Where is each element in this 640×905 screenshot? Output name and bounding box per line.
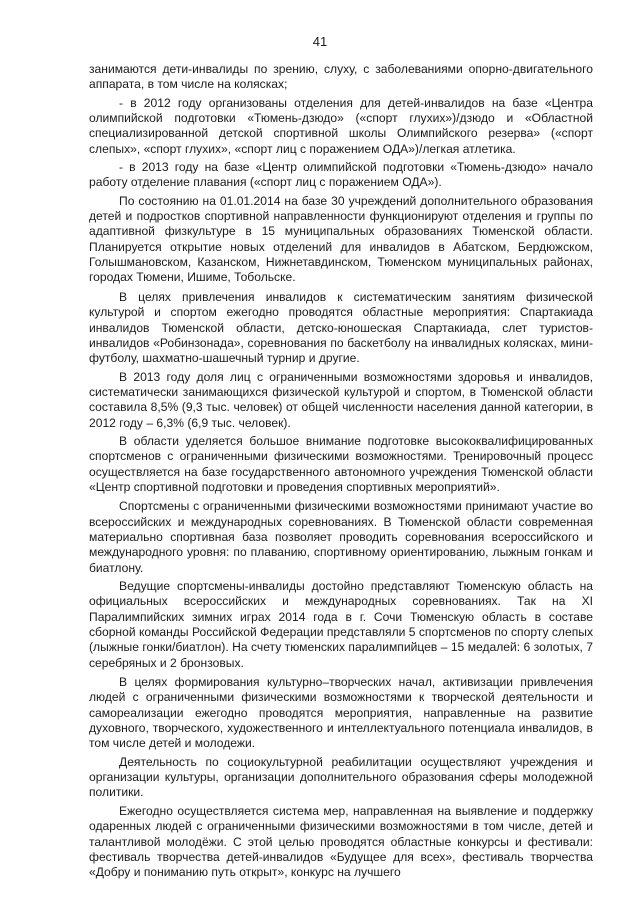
paragraph-2013-swimming: - в 2013 году на базе «Центр олимпийской подготовки «Тюмень-дзюдо» начало работу отделение плавания («спорт лиц с поражением ОДА»).	[89, 160, 593, 190]
paragraph-cultural-events: В целях формирования культурно–творческих начал, активизации привлечения людей с ограниченными физическими возможностями к творческой деятельности и самореализации ежегодно проводятся мероприятия, направленные на развитие духовного, творческого, художественного и интеллектуального потенциала инвалидов, в том числе детей и молодежи.	[89, 675, 593, 751]
paragraph-regional-events: В целях привлечения инвалидов к систематическим занятиям физической культурой и спортом ежегодно проводятся областные мероприятия: Спартакиада инвалидов Тюменской области, детско-юношеская Спартакиада, слет туристов-инвалидов «Робинзонада», соревнования по баскетболу на инвалидных колясках, мини-футболу, шахматно-шашечный турнир и другие.	[89, 289, 593, 366]
paragraph-2012-departments: - в 2012 году организованы отделения для детей-инвалидов на базе «Центра олимпийской подготовки «Тюмень-дзюдо» («спорт глухих»)/дзюдо и «Областной специализированной детской спортивной школы Олимпийского резерва» («спорт слепых», «спорт глухих», «спорт лиц с поражением ОДА»)/легкая атлетика.	[89, 95, 593, 156]
paragraph-paralympics: Ведущие спортсмены-инвалиды достойно представляют Тюменскую область на официальных всероссийских и международных соревнованиях. Так на XI Паралимпийских зимних играх 2014 года в г. Сочи Тюменскую область в составе сборной команды Российской Федерации представляли 5 спортсменов по спорту слепых (лыжные гонки/биатлон). На счету тюменских паралимпийцев – 15 медалей: 6 золотых, 7 серебряных и 2 бронзовых.	[89, 579, 593, 670]
paragraph-sociocultural-rehab: Деятельность по социокультурной реабилитации осуществляют учреждения и организации культуры, организации дополнительного образования сферы молодежной политики.	[89, 754, 593, 800]
paragraph-continuation: занимаются дети-инвалиды по зрению, слуху, с заболеваниями опорно-двигательного аппарата, в том числе на колясках;	[89, 62, 593, 92]
document-body	[89, 62, 593, 884]
paragraph-competitions: Спортсмены с ограниченными физическими возможностями принимают участие во всероссийских и международных соревнованиях. В Тюменской области современная материально спортивная база позволяет проводить соревнования всероссийского и международного уровня: по плаванию, спортивному ориентированию, лыжным гонкам и биатлону.	[89, 499, 593, 575]
paragraph-athlete-training: В области уделяется большое внимание подготовке высококвалифицированных спортсменов с ограниченными физическими возможностями. Тренировочный процесс осуществляется на базе государственного автономного учреждения Тюменской области «Центр спортивной подготовки и проведения спортивных мероприятий».	[89, 433, 593, 494]
paragraph-share-statistics: В 2013 году доля лиц с ограниченными возможностями здоровья и инвалидов, систематически занимающихся физической культурой и спортом, в Тюменской области составила 8,5% (9,3 тыс. человек) от общей численности населения данной категории, в 2012 году – 6,3% (6,9 тыс. человек).	[89, 369, 593, 430]
paragraph-talent-support: Ежегодно осуществляется система мер, направленная на выявление и поддержку одаренных людей с ограниченными физическими возможностями в том числе, детей и талантливой молодёжи. С этой целью проводятся областные конкурсы и фестивали: фестиваль творчества детей-инвалидов «Будущее для всех», фестиваль творчества «Добру и пониманию путь открыт», конкурс на лучшего	[89, 803, 593, 880]
paragraph-institutions-status: По состоянию на 01.01.2014 на базе 30 учреждений дополнительного образования детей и подростков спортивной направленности функционируют отделения и группы по адаптивной физкультуре в 15 муниципальных образованиях Тюменской области. Планируется открытие новых отделений для инвалидов в Абатском, Бердюжском, Голышмановском, Казанском, Нижнетавдинском, Тюменском муниципальных районах, городах Тюмени, Ишиме, Тобольске.	[89, 193, 593, 285]
page-number: 41	[312, 34, 328, 49]
